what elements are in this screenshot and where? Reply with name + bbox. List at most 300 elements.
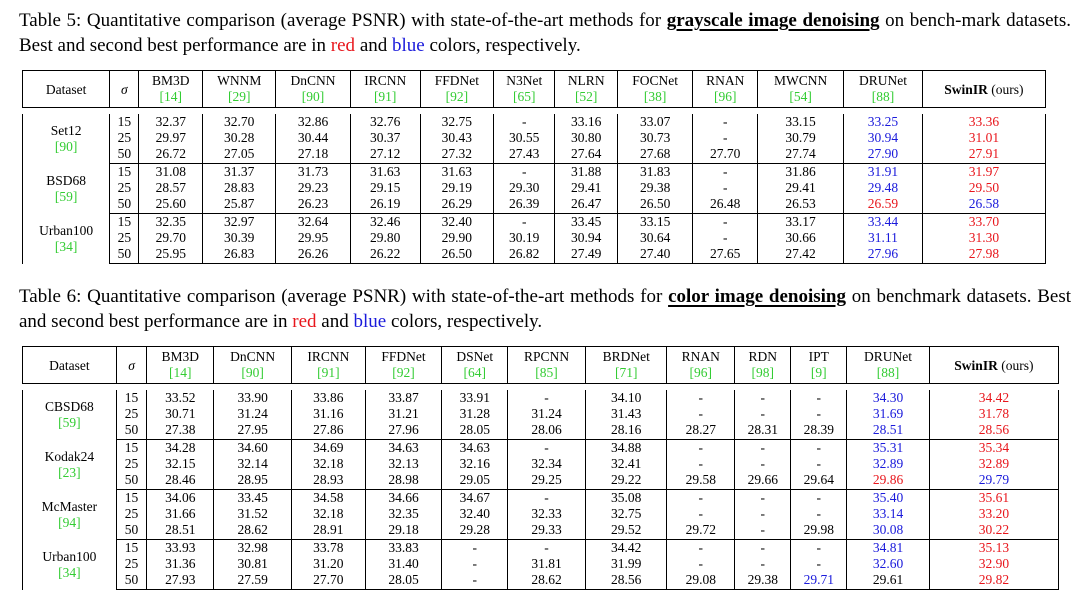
method-name: NLRN xyxy=(555,71,618,90)
sigma-column-header xyxy=(116,347,147,384)
header-row xyxy=(23,365,1059,384)
method-name: RNAN xyxy=(667,347,735,366)
method-name: BM3D xyxy=(139,71,203,90)
value-cell: 28.95 xyxy=(214,472,292,490)
value-cell: 29.19 xyxy=(420,180,493,196)
table-row xyxy=(23,180,1046,196)
method-citation: [96] xyxy=(667,365,735,384)
value-cell: - xyxy=(693,164,758,181)
value-cell: 26.50 xyxy=(420,246,493,264)
value-cell: 34.66 xyxy=(365,490,442,507)
sigma-cell: 15 xyxy=(116,490,147,507)
table6-caption xyxy=(19,284,1071,334)
value-cell: 29.80 xyxy=(350,230,420,246)
value-cell: 33.25 xyxy=(844,114,923,130)
value-cell: 26.72 xyxy=(139,146,203,164)
sigma-column-header xyxy=(110,71,139,108)
method-name: DRUNet xyxy=(844,71,923,90)
value-cell: 26.26 xyxy=(276,246,350,264)
value-cell: 31.36 xyxy=(147,556,214,572)
value-cell: 29.48 xyxy=(844,180,923,196)
table-row xyxy=(23,114,1046,130)
table-row xyxy=(23,472,1059,490)
table-row xyxy=(23,490,1059,507)
value-cell: 26.53 xyxy=(758,196,844,214)
value-cell: 32.35 xyxy=(365,506,442,522)
value-cell: 26.83 xyxy=(203,246,276,264)
value-cell: 30.37 xyxy=(350,130,420,146)
value-cell: - xyxy=(667,440,735,457)
method-name: N3Net xyxy=(493,71,554,90)
method-citation: [14] xyxy=(147,365,214,384)
method-citation: [38] xyxy=(617,89,692,108)
value-cell: 29.70 xyxy=(139,230,203,246)
value-cell: - xyxy=(667,556,735,572)
value-cell: 25.60 xyxy=(139,196,203,214)
value-cell: 26.47 xyxy=(555,196,618,214)
value-cell: - xyxy=(493,214,554,231)
value-cell: 29.90 xyxy=(420,230,493,246)
value-cell: 29.71 xyxy=(791,572,847,590)
value-cell: 31.24 xyxy=(508,406,586,422)
value-cell: 32.60 xyxy=(847,556,929,572)
sigma-cell: 15 xyxy=(110,164,139,181)
value-cell: 33.15 xyxy=(617,214,692,231)
table-row xyxy=(23,456,1059,472)
method-name: FFDNet xyxy=(365,347,442,366)
value-cell: 34.10 xyxy=(586,390,667,406)
dataset-name: McMaster xyxy=(41,498,98,514)
caption-red-word: red xyxy=(330,35,356,56)
dataset-citation: [94] xyxy=(58,514,81,530)
value-cell: 28.62 xyxy=(508,572,586,590)
value-cell: 34.30 xyxy=(847,390,929,406)
value-cell: 28.62 xyxy=(214,522,292,540)
table-row xyxy=(23,130,1046,146)
sigma-cell: 25 xyxy=(116,406,147,422)
table5-caption xyxy=(19,8,1071,58)
dataset-name: BSD68 xyxy=(46,172,86,188)
value-cell: 31.91 xyxy=(844,164,923,181)
value-cell: 32.18 xyxy=(292,506,365,522)
ours-value-cell: 31.97 xyxy=(922,164,1045,181)
value-cell: 29.66 xyxy=(735,472,791,490)
value-cell: 32.14 xyxy=(214,456,292,472)
dataset-cell xyxy=(23,490,117,540)
value-cell: - xyxy=(735,490,791,507)
sigma-cell: 25 xyxy=(116,556,147,572)
value-cell: 29.28 xyxy=(442,522,508,540)
caption-text: on benchmark datasets. Best and second best performance are in xyxy=(19,286,1071,332)
value-cell: 31.08 xyxy=(139,164,203,181)
value-cell: 29.41 xyxy=(758,180,844,196)
value-cell: 31.73 xyxy=(276,164,350,181)
value-cell: 29.38 xyxy=(735,572,791,590)
value-cell: 29.33 xyxy=(508,522,586,540)
method-name: DnCNN xyxy=(276,71,350,90)
value-cell: 33.15 xyxy=(758,114,844,130)
value-cell: 28.06 xyxy=(508,422,586,440)
method-name: RNAN xyxy=(693,71,758,90)
sigma-cell: 50 xyxy=(110,146,139,164)
ours-value-cell: 27.98 xyxy=(922,246,1045,264)
value-cell: 26.23 xyxy=(276,196,350,214)
value-cell: 27.64 xyxy=(555,146,618,164)
method-citation: [9] xyxy=(791,365,847,384)
value-cell: 33.17 xyxy=(758,214,844,231)
value-cell: 29.15 xyxy=(350,180,420,196)
header-row xyxy=(23,89,1046,108)
table-row xyxy=(23,390,1059,406)
value-cell: 32.98 xyxy=(214,540,292,557)
table-row xyxy=(23,540,1059,557)
dataset-column-header: Dataset xyxy=(23,347,117,384)
value-cell: 34.63 xyxy=(442,440,508,457)
value-cell: - xyxy=(735,556,791,572)
ours-value-cell: 31.30 xyxy=(922,230,1045,246)
value-cell: - xyxy=(735,456,791,472)
value-cell: 33.93 xyxy=(147,540,214,557)
ours-column-header xyxy=(929,347,1058,384)
value-cell: 30.39 xyxy=(203,230,276,246)
value-cell: 28.91 xyxy=(292,522,365,540)
ours-method-name: SwinIR xyxy=(954,358,998,373)
value-cell: 27.42 xyxy=(758,246,844,264)
value-cell: 29.41 xyxy=(555,180,618,196)
caption-text: and xyxy=(316,311,354,332)
value-cell: 30.94 xyxy=(844,130,923,146)
value-cell: 31.66 xyxy=(147,506,214,522)
value-cell: 27.95 xyxy=(214,422,292,440)
ours-value-cell: 35.34 xyxy=(929,440,1058,457)
ours-value-cell: 30.22 xyxy=(929,522,1058,540)
method-citation: [92] xyxy=(420,89,493,108)
sigma-cell: 50 xyxy=(110,246,139,264)
method-citation: [91] xyxy=(292,365,365,384)
value-cell: - xyxy=(693,214,758,231)
method-name: IRCNN xyxy=(350,71,420,90)
value-cell: - xyxy=(693,114,758,130)
value-cell: - xyxy=(508,440,586,457)
value-cell: 32.41 xyxy=(586,456,667,472)
value-cell: 29.98 xyxy=(791,522,847,540)
value-cell: - xyxy=(735,406,791,422)
ours-value-cell: 33.20 xyxy=(929,506,1058,522)
table-row xyxy=(23,230,1046,246)
table-row xyxy=(23,440,1059,457)
value-cell: 31.99 xyxy=(586,556,667,572)
value-cell: 30.73 xyxy=(617,130,692,146)
ours-method-name: SwinIR xyxy=(944,82,988,97)
dataset-name: Urban100 xyxy=(42,548,97,564)
value-cell: - xyxy=(667,506,735,522)
sigma-cell: 25 xyxy=(110,180,139,196)
value-cell: 32.75 xyxy=(420,114,493,130)
value-cell: 30.80 xyxy=(555,130,618,146)
value-cell: 32.46 xyxy=(350,214,420,231)
value-cell: 34.81 xyxy=(847,540,929,557)
color-denoising-table xyxy=(22,346,1059,590)
value-cell: 32.75 xyxy=(586,506,667,522)
value-cell: 31.69 xyxy=(847,406,929,422)
value-cell: 35.40 xyxy=(847,490,929,507)
value-cell: 28.98 xyxy=(365,472,442,490)
value-cell: 27.70 xyxy=(693,146,758,164)
value-cell: 30.19 xyxy=(493,230,554,246)
value-cell: 32.70 xyxy=(203,114,276,130)
value-cell: 33.44 xyxy=(844,214,923,231)
value-cell: 27.70 xyxy=(292,572,365,590)
value-cell: 28.93 xyxy=(292,472,365,490)
value-cell: - xyxy=(667,406,735,422)
method-citation: [96] xyxy=(693,89,758,108)
ours-value-cell: 29.82 xyxy=(929,572,1058,590)
value-cell: 26.82 xyxy=(493,246,554,264)
value-cell: 33.87 xyxy=(365,390,442,406)
method-citation: [91] xyxy=(350,89,420,108)
dataset-column-header: Dataset xyxy=(23,71,110,108)
dataset-citation: [59] xyxy=(58,414,81,430)
method-name: IPT xyxy=(791,347,847,366)
ours-value-cell: 33.36 xyxy=(922,114,1045,130)
value-cell: 31.63 xyxy=(420,164,493,181)
value-cell: 30.55 xyxy=(493,130,554,146)
value-cell: 33.45 xyxy=(555,214,618,231)
caption-blue-word: blue xyxy=(392,35,425,56)
dataset-group xyxy=(23,214,1046,264)
value-cell: 34.58 xyxy=(292,490,365,507)
value-cell: 28.31 xyxy=(735,422,791,440)
value-cell: 29.52 xyxy=(586,522,667,540)
dataset-group xyxy=(23,440,1059,490)
value-cell: 30.44 xyxy=(276,130,350,146)
value-cell: 27.05 xyxy=(203,146,276,164)
value-cell: 27.12 xyxy=(350,146,420,164)
method-citation: [85] xyxy=(508,365,586,384)
ours-value-cell: 29.50 xyxy=(922,180,1045,196)
value-cell: 27.43 xyxy=(493,146,554,164)
value-cell: 34.28 xyxy=(147,440,214,457)
caption-emphasis: grayscale image denoising xyxy=(666,10,880,31)
method-citation: [90] xyxy=(214,365,292,384)
value-cell: 32.86 xyxy=(276,114,350,130)
value-cell: 30.79 xyxy=(758,130,844,146)
value-cell: 27.96 xyxy=(844,246,923,264)
ours-suffix: (ours) xyxy=(991,82,1024,97)
dataset-cell xyxy=(23,390,117,440)
value-cell: 33.91 xyxy=(442,390,508,406)
caption-blue-word: blue xyxy=(353,311,387,332)
value-cell: 28.51 xyxy=(847,422,929,440)
dataset-name: Set12 xyxy=(50,122,82,138)
value-cell: 31.20 xyxy=(292,556,365,572)
dataset-citation: [23] xyxy=(58,464,81,480)
value-cell: 29.86 xyxy=(847,472,929,490)
value-cell: 28.83 xyxy=(203,180,276,196)
value-cell: 28.57 xyxy=(139,180,203,196)
value-cell: 30.08 xyxy=(847,522,929,540)
ours-value-cell: 29.79 xyxy=(929,472,1058,490)
value-cell: 29.38 xyxy=(617,180,692,196)
ours-value-cell: 35.13 xyxy=(929,540,1058,557)
ours-value-cell: 28.56 xyxy=(929,422,1058,440)
method-name: DnCNN xyxy=(214,347,292,366)
caption-text: Table 5: Quantitative comparison (average PSNR) with state-of-the-art methods for xyxy=(19,10,667,31)
value-cell: 30.66 xyxy=(758,230,844,246)
value-cell: 26.48 xyxy=(693,196,758,214)
table-row xyxy=(23,146,1046,164)
sigma-cell: 50 xyxy=(110,196,139,214)
ours-value-cell: 26.58 xyxy=(922,196,1045,214)
value-cell: - xyxy=(442,572,508,590)
sigma-cell: 25 xyxy=(116,456,147,472)
table-row xyxy=(23,556,1059,572)
value-cell: - xyxy=(693,230,758,246)
value-cell: - xyxy=(667,390,735,406)
value-cell: 28.05 xyxy=(442,422,508,440)
value-cell: 31.86 xyxy=(758,164,844,181)
value-cell: 32.64 xyxy=(276,214,350,231)
dataset-citation: [90] xyxy=(54,138,78,154)
table-row xyxy=(23,406,1059,422)
method-name: DSNet xyxy=(442,347,508,366)
ours-column-header xyxy=(922,71,1045,108)
ours-value-cell: 31.01 xyxy=(922,130,1045,146)
table-header xyxy=(23,71,1046,108)
table-row xyxy=(23,196,1046,214)
value-cell: 31.88 xyxy=(555,164,618,181)
dataset-citation: [34] xyxy=(54,238,78,254)
sigma-cell: 50 xyxy=(116,522,147,540)
value-cell: 27.93 xyxy=(147,572,214,590)
dataset-cell xyxy=(23,114,110,164)
value-cell: 31.11 xyxy=(844,230,923,246)
value-cell: - xyxy=(667,456,735,472)
value-cell: 28.16 xyxy=(586,422,667,440)
value-cell: 26.50 xyxy=(617,196,692,214)
value-cell: 31.21 xyxy=(365,406,442,422)
value-cell: 32.35 xyxy=(139,214,203,231)
value-cell: 25.95 xyxy=(139,246,203,264)
method-citation: [92] xyxy=(365,365,442,384)
caption-text: Table 6: Quantitative comparison (average PSNR) with state-of-the-art methods for xyxy=(19,286,669,307)
value-cell: 32.37 xyxy=(139,114,203,130)
value-cell: 29.64 xyxy=(791,472,847,490)
method-name: FOCNet xyxy=(617,71,692,90)
caption-red-word: red xyxy=(292,311,317,332)
value-cell: - xyxy=(693,130,758,146)
ours-suffix: (ours) xyxy=(1001,358,1034,373)
value-cell: 26.59 xyxy=(844,196,923,214)
value-cell: 33.90 xyxy=(214,390,292,406)
method-name: FFDNet xyxy=(420,71,493,90)
value-cell: 33.86 xyxy=(292,390,365,406)
sigma-symbol: σ xyxy=(120,82,128,97)
table-row xyxy=(23,506,1059,522)
value-cell: 32.33 xyxy=(508,506,586,522)
table-row xyxy=(23,164,1046,181)
header-row xyxy=(23,71,1046,90)
value-cell: 32.40 xyxy=(442,506,508,522)
ours-value-cell: 27.91 xyxy=(922,146,1045,164)
value-cell: 31.43 xyxy=(586,406,667,422)
method-name: WNNM xyxy=(203,71,276,90)
value-cell: 28.56 xyxy=(586,572,667,590)
dataset-group xyxy=(23,540,1059,590)
value-cell: 28.51 xyxy=(147,522,214,540)
value-cell: - xyxy=(442,556,508,572)
value-cell: 29.08 xyxy=(667,572,735,590)
method-name: BM3D xyxy=(147,347,214,366)
value-cell: - xyxy=(791,390,847,406)
dataset-cell xyxy=(23,540,117,590)
dataset-citation: [34] xyxy=(58,564,81,580)
value-cell: 30.94 xyxy=(555,230,618,246)
value-cell: 26.39 xyxy=(493,196,554,214)
method-citation: [98] xyxy=(735,365,791,384)
ours-value-cell: 35.61 xyxy=(929,490,1058,507)
value-cell: - xyxy=(791,406,847,422)
value-cell: 32.76 xyxy=(350,114,420,130)
value-cell: 29.58 xyxy=(667,472,735,490)
caption-text: on bench-mark datasets. Best and second best performance are in xyxy=(19,10,1071,56)
caption-text: colors, respectively. xyxy=(386,311,543,332)
value-cell: 27.90 xyxy=(844,146,923,164)
method-name: BRDNet xyxy=(586,347,667,366)
value-cell: 29.97 xyxy=(139,130,203,146)
value-cell: 31.63 xyxy=(350,164,420,181)
value-cell: 27.65 xyxy=(693,246,758,264)
method-citation: [88] xyxy=(847,365,929,384)
value-cell: - xyxy=(735,390,791,406)
value-cell: 29.18 xyxy=(365,522,442,540)
value-cell: - xyxy=(791,506,847,522)
value-cell: 29.22 xyxy=(586,472,667,490)
method-citation: [65] xyxy=(493,89,554,108)
value-cell: 33.83 xyxy=(365,540,442,557)
value-cell: 34.69 xyxy=(292,440,365,457)
value-cell: 29.05 xyxy=(442,472,508,490)
value-cell: 29.61 xyxy=(847,572,929,590)
table-header xyxy=(23,347,1059,384)
sigma-cell: 50 xyxy=(116,572,147,590)
dataset-group xyxy=(23,490,1059,540)
value-cell: - xyxy=(493,164,554,181)
dataset-name: Kodak24 xyxy=(44,448,95,464)
value-cell: 26.22 xyxy=(350,246,420,264)
method-citation: [54] xyxy=(758,89,844,108)
value-cell: 30.28 xyxy=(203,130,276,146)
value-cell: 31.16 xyxy=(292,406,365,422)
value-cell: 34.06 xyxy=(147,490,214,507)
header-row xyxy=(23,347,1059,366)
value-cell: 35.31 xyxy=(847,440,929,457)
dataset-cell xyxy=(23,440,117,490)
value-cell: 30.64 xyxy=(617,230,692,246)
value-cell: 27.59 xyxy=(214,572,292,590)
ours-value-cell: 34.42 xyxy=(929,390,1058,406)
value-cell: 28.39 xyxy=(791,422,847,440)
value-cell: 27.49 xyxy=(555,246,618,264)
value-cell: 32.89 xyxy=(847,456,929,472)
caption-text: colors, respectively. xyxy=(424,35,581,56)
grayscale-denoising-table xyxy=(22,70,1046,264)
dataset-cell xyxy=(23,214,110,264)
sigma-cell: 15 xyxy=(110,114,139,130)
value-cell: 27.96 xyxy=(365,422,442,440)
value-cell: - xyxy=(791,440,847,457)
value-cell: 28.05 xyxy=(365,572,442,590)
